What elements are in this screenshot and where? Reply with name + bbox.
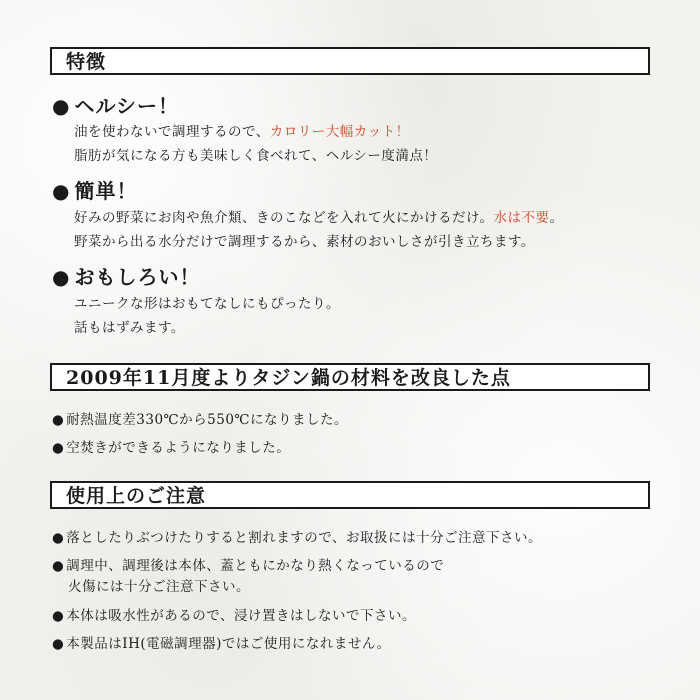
section-header-features bbox=[50, 47, 650, 75]
feature-line bbox=[74, 146, 437, 166]
list-item-text: 本製品はIH(電磁調理器)ではご使用になれません。 bbox=[66, 636, 391, 652]
feature-line bbox=[74, 318, 185, 338]
bullet-icon: ● bbox=[52, 412, 65, 428]
line-text: 野菜から出る水分だけで調理するから、素材のおいしさが引き立ちます。 bbox=[74, 234, 535, 250]
section-title-improvements: 2009年11月度よりタジン鍋の材料を改良した点 bbox=[66, 367, 511, 389]
list-item bbox=[52, 606, 416, 626]
bullet-icon: ● bbox=[52, 94, 71, 118]
line-highlight: 水は不要 bbox=[493, 210, 550, 226]
bullet-icon: ● bbox=[52, 636, 65, 652]
list-item-continuation bbox=[68, 577, 250, 597]
list-item bbox=[52, 438, 290, 458]
feature-line bbox=[74, 232, 535, 252]
line-text: 油を使わないで調理するので、 bbox=[74, 124, 270, 140]
feature-heading-fun bbox=[52, 264, 200, 290]
feature-heading-text: おもしろい！ bbox=[74, 265, 201, 289]
bullet-icon: ● bbox=[52, 265, 71, 289]
list-item bbox=[52, 528, 542, 548]
section-title-features: 特徴 bbox=[66, 51, 107, 73]
list-item bbox=[52, 410, 348, 430]
list-item bbox=[52, 634, 391, 654]
feature-heading-text: ヘルシー！ bbox=[74, 94, 179, 118]
feature-heading-healthy bbox=[52, 93, 179, 119]
bullet-icon: ● bbox=[52, 608, 65, 624]
bullet-icon: ● bbox=[52, 440, 65, 456]
line-text: 脂肪が気になる方も美味しく食べれて、ヘルシー度満点！ bbox=[74, 148, 438, 164]
bullet-icon: ● bbox=[52, 530, 65, 546]
line-text: 話もはずみます。 bbox=[74, 320, 185, 336]
feature-line bbox=[74, 122, 410, 142]
list-item-text: 本体は吸水性があるので、浸け置きはしないで下さい。 bbox=[66, 608, 417, 624]
feature-heading-text: 簡単！ bbox=[74, 179, 138, 203]
list-item-text: 落としたりぶつけたりすると割れますので、お取扱には十分ご注意下さい。 bbox=[66, 530, 543, 546]
line-text-post: 。 bbox=[549, 210, 564, 226]
line-text: ユニークな形はおもてなしにもぴったり。 bbox=[74, 296, 340, 312]
section-header-cautions bbox=[50, 481, 650, 509]
line-text: 好みの野菜にお肉や魚介類、きのこなどを入れて火にかけるだけ。 bbox=[74, 210, 494, 226]
section-title-cautions: 使用上のご注意 bbox=[66, 485, 207, 507]
list-item-text: 空焚きができるようになりました。 bbox=[66, 440, 291, 456]
feature-line bbox=[74, 294, 340, 314]
list-item-text: 火傷には十分ご注意下さい。 bbox=[68, 579, 250, 595]
feature-line bbox=[74, 208, 563, 228]
list-item-text: 調理中、調理後は本体、蓋ともにかなり熱くなっているので bbox=[66, 558, 445, 574]
bullet-icon: ● bbox=[52, 179, 71, 203]
section-header-improvements bbox=[50, 363, 650, 391]
bullet-icon: ● bbox=[52, 558, 65, 574]
line-highlight: カロリー大幅カット！ bbox=[269, 124, 410, 140]
list-item bbox=[52, 556, 444, 576]
feature-heading-easy bbox=[52, 178, 137, 204]
list-item-text: 耐熱温度差330℃から550℃になりました。 bbox=[66, 412, 349, 428]
